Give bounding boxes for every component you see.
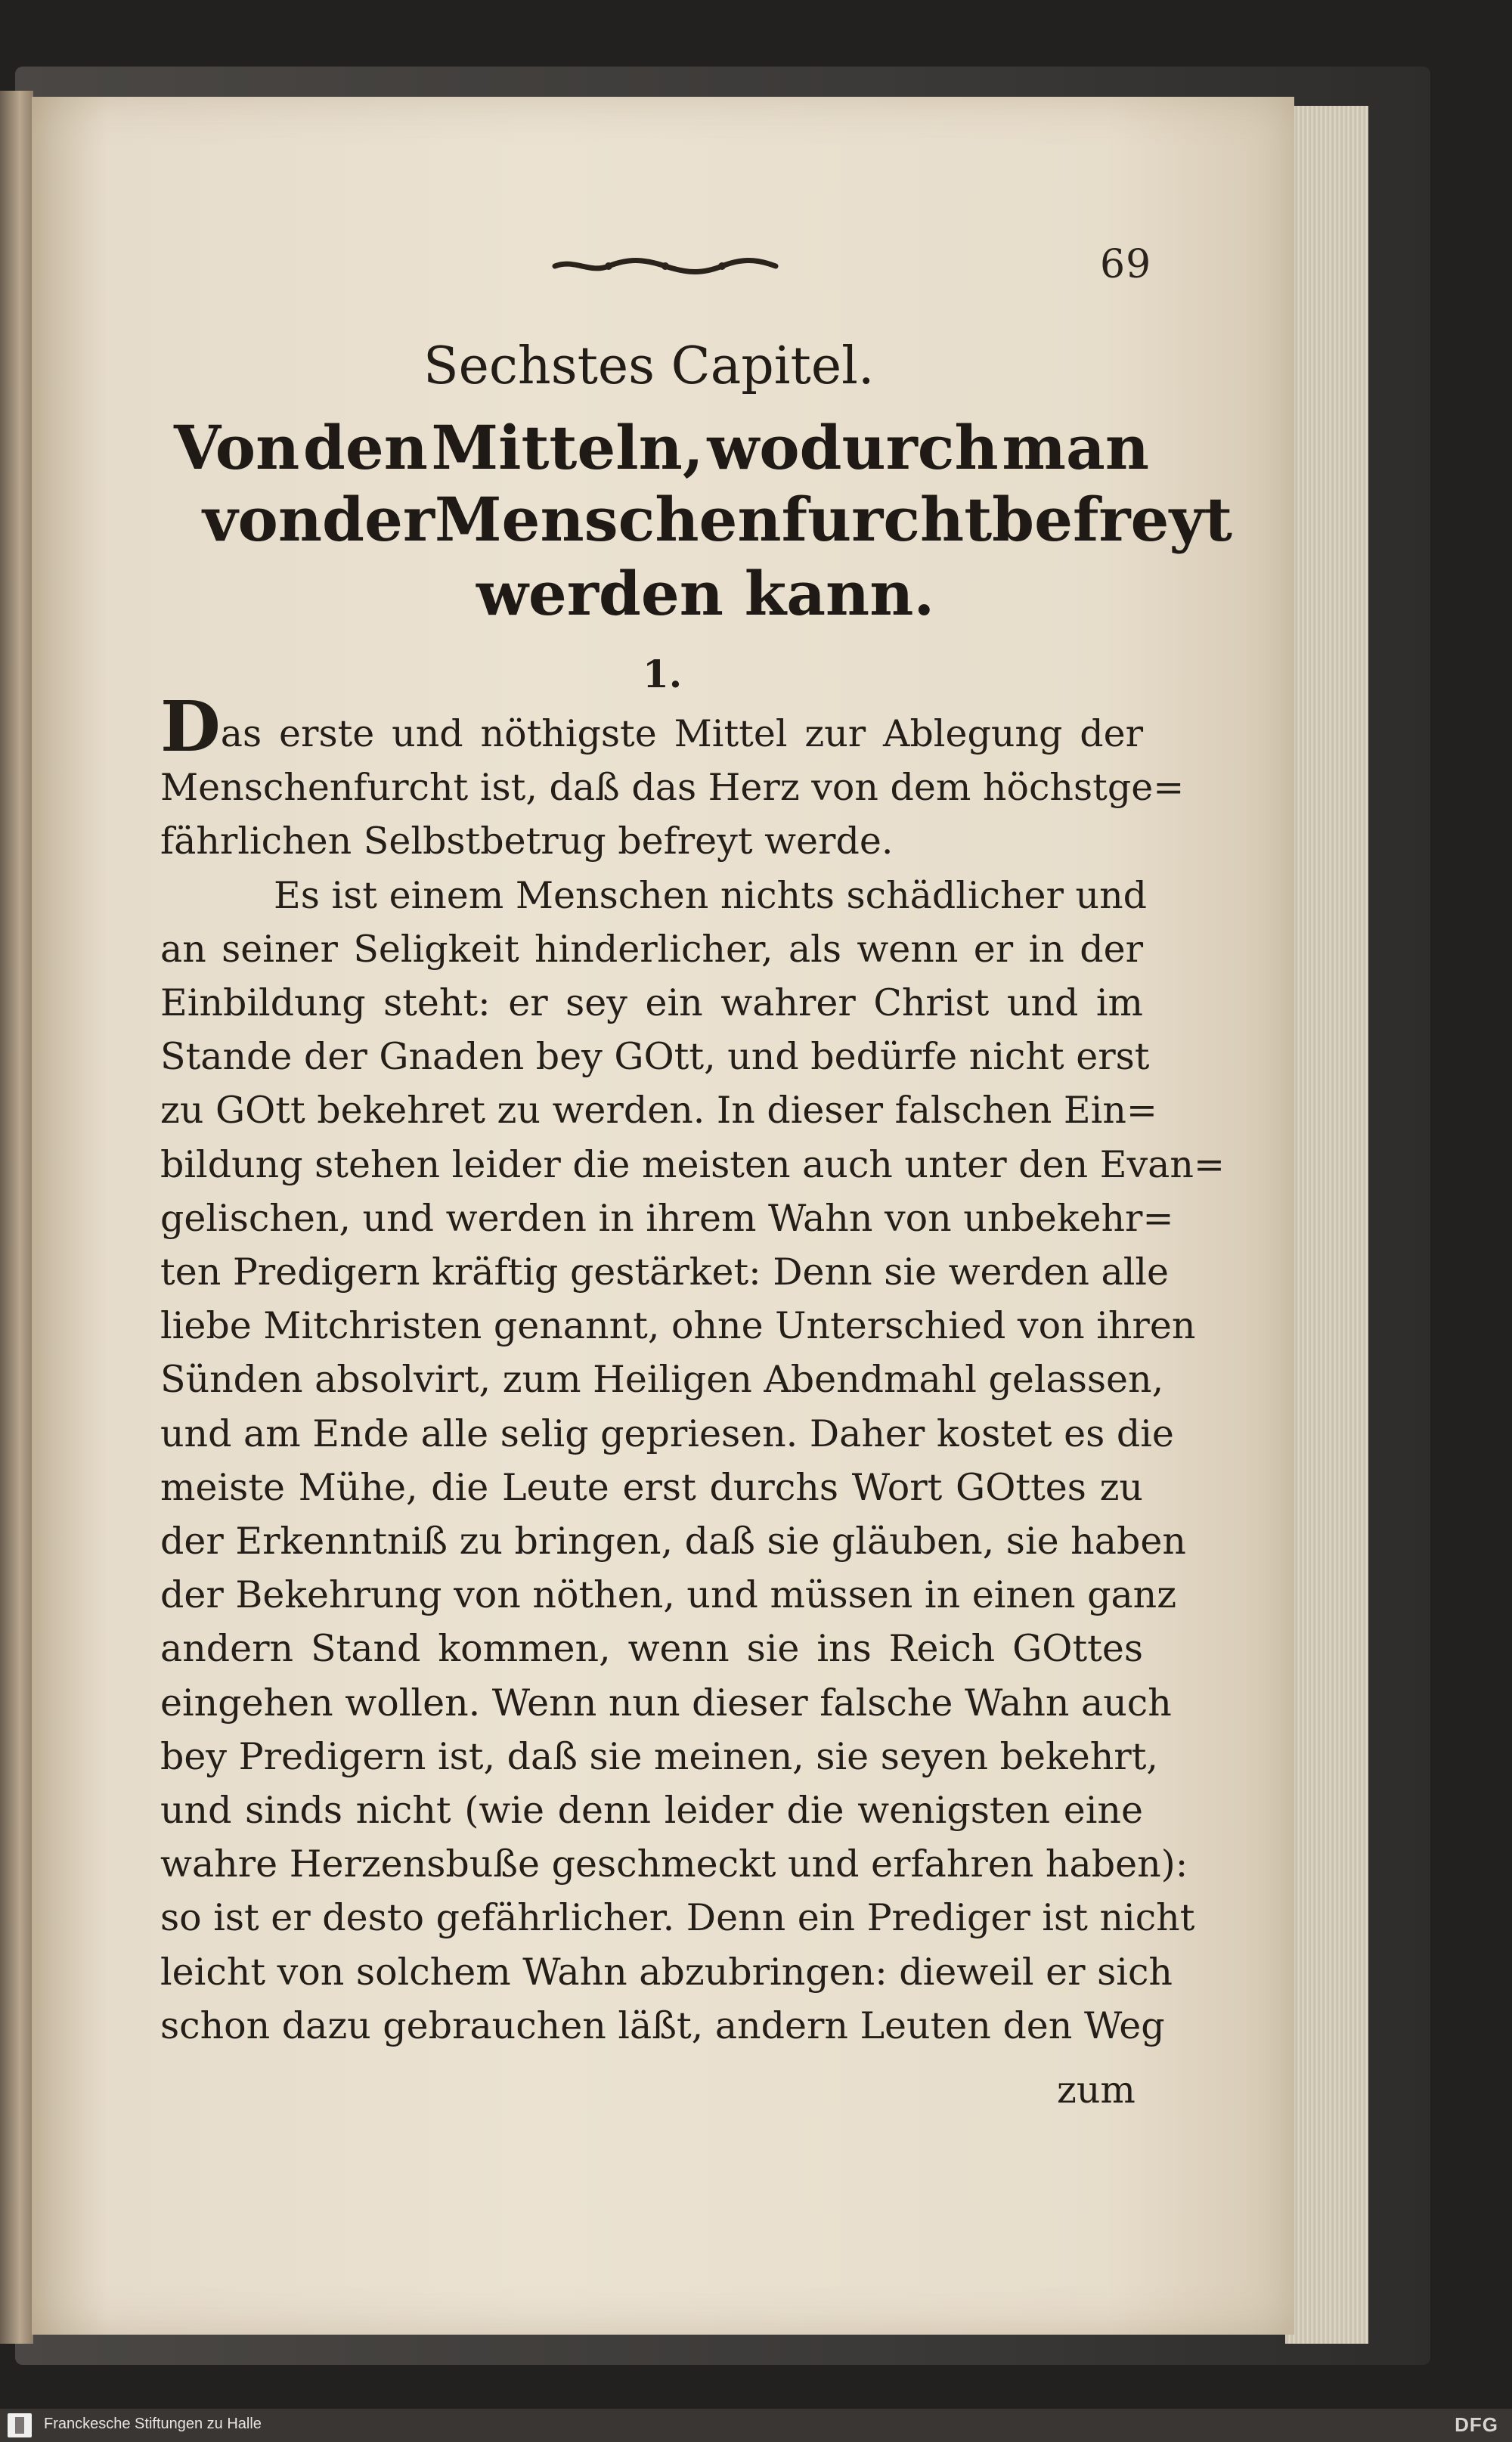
page-header — [552, 243, 1157, 289]
text-line: liebe Mitchristen genannt, ohne Unterschied von ihren — [160, 1304, 1196, 1348]
section-number: 1. — [643, 652, 683, 696]
facing-page-edge — [0, 91, 33, 2344]
text-line: wahre Herzensbuße geschmeckt und erfahren haben): — [160, 1842, 1188, 1886]
text-line — [160, 869, 1148, 922]
ornament-rule-icon — [552, 257, 779, 275]
text-line: gelischen, und werden in ihrem Wahn von unbekehr= — [160, 1196, 1174, 1240]
text-line: Menschenfurcht ist, daß das Herz von dem höchstge= — [160, 766, 1185, 810]
chapter-title-line-2 — [203, 484, 1232, 555]
title-word: von — [203, 484, 323, 555]
text-line: meiste Mühe, die Leute erst durchs Wort GOttes zu — [160, 1465, 1143, 1509]
text-line: an seiner Seligkeit hinderlicher, als wenn er in der — [160, 927, 1143, 971]
text-line-content: Es ist einem Menschen nichts schädlicher und — [274, 873, 1148, 917]
text-line: der Bekehrung von nöthen, und müssen in einen ganz — [160, 1573, 1177, 1617]
text-line: eingehen wollen. Wenn nun dieser falsche Wahn auch — [160, 1681, 1172, 1725]
text-line: der Erkenntniß zu bringen, daß sie gläuben, sie haben — [160, 1520, 1186, 1563]
text-line: fährlichen Selbstbetrug befreyt werde. — [160, 820, 894, 863]
title-word: wodurch — [707, 412, 999, 483]
text-line: so ist er desto gefährlicher. Denn ein Prediger ist nicht — [160, 1896, 1195, 1940]
holder-logo-icon — [8, 2413, 32, 2437]
text-line: bildung stehen leider die meisten auch unter den Evan= — [160, 1142, 1225, 1186]
funder-logo: DFG — [1455, 2413, 1498, 2436]
title-word: man — [1002, 412, 1149, 483]
text-line — [160, 686, 1143, 767]
title-word: befreyt — [992, 484, 1232, 555]
body-text — [160, 686, 1225, 2053]
text-line: ten Predigern kräftig gestärket: Denn sie werden alle — [160, 1250, 1170, 1294]
text-line: leicht von solchem Wahn abzubringen: dieweil er sich — [160, 1950, 1173, 1994]
text-line: Stande der Gnaden bey GOtt, und bedürfe nicht erst — [160, 1035, 1150, 1079]
title-word: den — [302, 412, 428, 483]
title-word: Von — [174, 412, 300, 483]
holder-credit: Franckesche Stiftungen zu Halle — [44, 2416, 262, 2432]
title-word: Menschenfurcht — [435, 484, 993, 555]
text-line: Sünden absolvirt, zum Heiligen Abendmahl gelassen, — [160, 1358, 1164, 1402]
drop-capital: D — [160, 686, 221, 767]
title-word: der — [322, 484, 435, 555]
text-line: und am Ende alle selig gepriesen. Daher kostet es die — [160, 1412, 1174, 1455]
text-line: zu GOtt bekehret zu werden. In dieser falschen Ein= — [160, 1089, 1157, 1133]
text-line: bey Predigern ist, daß sie meinen, sie seyen bekehrt, — [160, 1734, 1158, 1778]
chapter-title-line-3: werden kann. — [476, 558, 935, 629]
text-line: und sinds nicht (wie denn leider die wenigsten eine — [160, 1789, 1143, 1833]
page-stack-edge — [1285, 106, 1368, 2344]
title-word: Mitteln, — [431, 412, 704, 483]
catchword: zum — [1057, 2069, 1136, 2112]
text-line: andern Stand kommen, wenn sie ins Reich GOttes — [160, 1627, 1143, 1671]
text-line: schon dazu gebrauchen läßt, andern Leuten den Weg — [160, 2003, 1165, 2047]
chapter-title-line-1 — [174, 412, 1149, 483]
text-line: Einbildung steht: er sey ein wahrer Christ und im — [160, 981, 1143, 1025]
chapter-heading: Sechstes Capitel. — [423, 336, 875, 396]
page-number: 69 — [1100, 242, 1152, 287]
text-line-content: as erste und nöthigste Mittel zur Ablegung der — [220, 712, 1143, 755]
